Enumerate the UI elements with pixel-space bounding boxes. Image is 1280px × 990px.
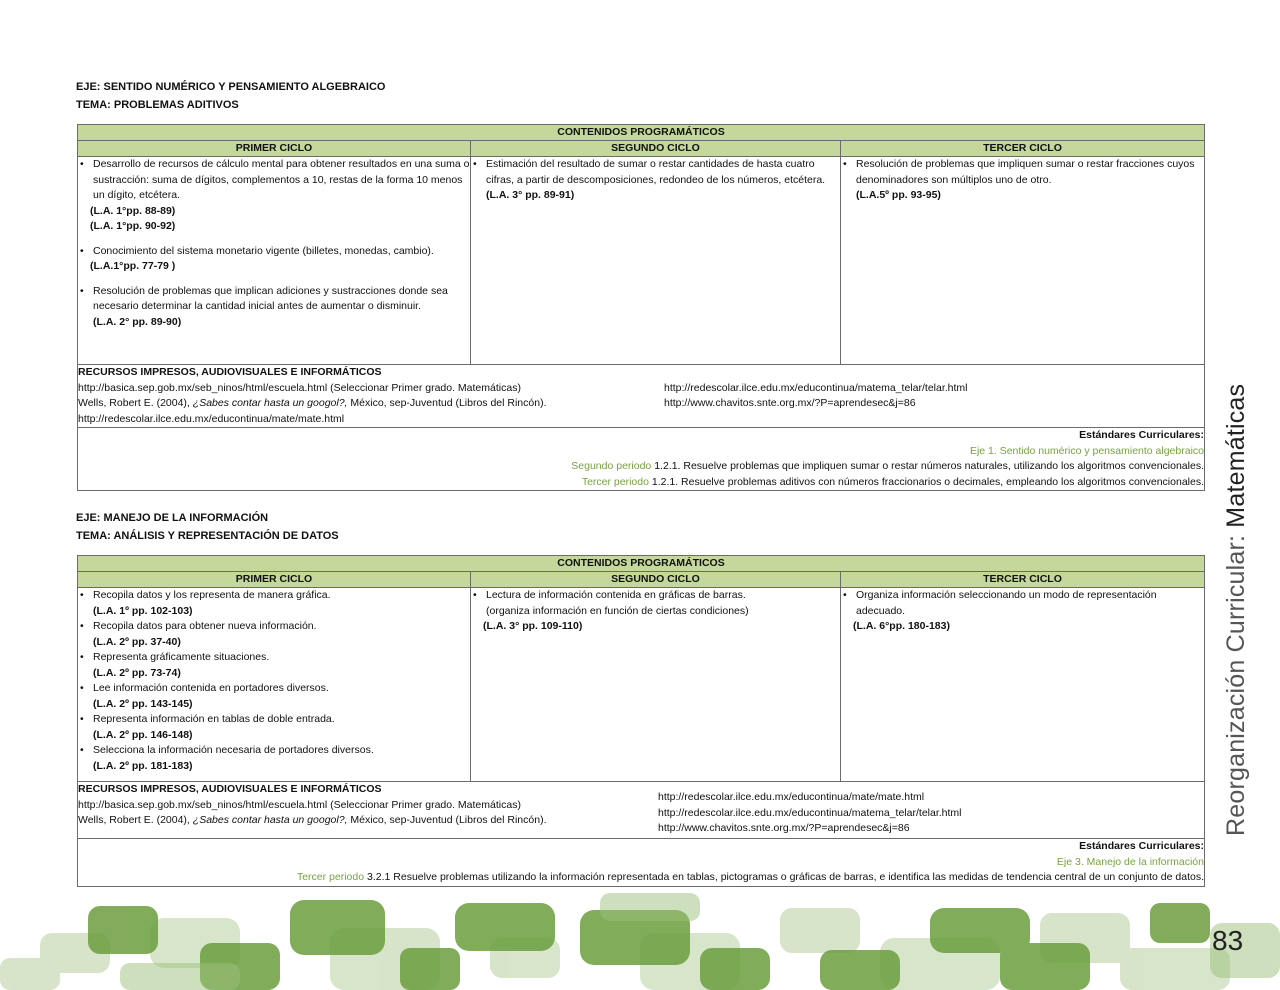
tercer-ciclo-cell	[841, 157, 1205, 365]
list-item: • Organiza información seleccionando un modo de representación adecuado.	[841, 588, 1204, 619]
list-item: • Recopila datos y los representa de manera gráfica.	[78, 588, 470, 604]
segundo-ciclo-cell	[471, 588, 841, 782]
reference: (L.A. 1°pp. 88-89)	[90, 204, 176, 217]
list-item: • Resolución de problemas que impliquen sumar o restar fracciones cuyos denominadores son múltiplos uno de otro.	[841, 157, 1204, 188]
col-header-primer: PRIMER CICLO	[78, 141, 471, 157]
list-item: • Resolución de problemas que implican adiciones y sustracciones donde sea necesario determinar la cantidad inicial antes de aumentar o disminuir.	[78, 284, 470, 315]
reference: (L.A. 2º pp. 143-145)	[93, 697, 193, 710]
list-item: • Desarrollo de recursos de cálculo mental para obtener resultados en una suma o sustracción: suma de dígitos, complementos a 10, restas de la forma 10 menos un dígito, etcétera.	[78, 157, 470, 204]
resource-link[interactable]: http://www.chavitos.snte.org.mx/?P=aprendesec&j=86	[658, 822, 910, 834]
list-item: • Representa gráficamente situaciones.	[78, 650, 470, 666]
resource-link[interactable]: http://redescolar.ilce.edu.mx/educontinua/mate/mate.html	[658, 791, 925, 803]
list-item: • Estimación del resultado de sumar o restar cantidades de hasta cuatro cifras, a partir de descomposiciones, redondeo de los números, etcétera.	[471, 157, 840, 188]
tema-heading: TEMA: ANÁLISIS Y REPRESENTACIÓN DE DATOS	[76, 530, 339, 542]
reference: (L.A. 2º pp. 73-74)	[93, 666, 181, 679]
recursos-cell	[78, 782, 1205, 839]
table-header: CONTENIDOS PROGRAMÁTICOS	[78, 556, 1205, 572]
resource-book: Wells, Robert E. (2004), ¿Sabes contar hasta un googol?, México, sep-Juventud (Libros del Rincón).	[78, 397, 547, 409]
primer-ciclo-cell	[78, 157, 471, 365]
reference: (L.A.1°pp. 77-79 )	[90, 260, 176, 272]
segundo-ciclo-cell	[471, 157, 841, 365]
primer-ciclo-cell	[78, 588, 471, 782]
estandares-title: Estándares Curriculares:	[1079, 840, 1204, 852]
resource-link[interactable]: http://www.chavitos.snte.org.mx/?P=aprendesec&j=86	[664, 397, 916, 409]
tema-heading: TEMA: PROBLEMAS ADITIVOS	[76, 99, 239, 111]
list-item: • Selecciona la información necesaria de portadores diversos.	[78, 743, 470, 759]
estandar-item: Tercer periodo 1.2.1. Resuelve problemas aditivos con números fraccionarios o decimales, empleando los algoritmos convencionales.	[581, 475, 1204, 488]
recursos-title: RECURSOS IMPRESOS, AUDIOVISUALES E INFORMÁTICOS	[78, 783, 382, 795]
decorative-footer-pattern	[0, 888, 1280, 990]
list-item: • Representa información en tablas de doble entrada.	[78, 712, 470, 728]
resource-link[interactable]: http://redescolar.ilce.edu.mx/educontinua/matema_telar/telar.html	[664, 381, 968, 394]
resource-link[interactable]: http://basica.sep.gob.mx/seb_ninos/html/escuela.html (Seleccionar Primer grado. Matemáticas)	[78, 381, 521, 394]
col-header-primer: PRIMER CICLO	[78, 572, 471, 588]
page-number: 83	[1212, 925, 1244, 956]
contenidos-table	[77, 124, 1205, 491]
estandar-item: Segundo periodo 1.2.1. Resuelve problemas que impliquen sumar o restar números naturales, utilizando los algoritmos convencionales.	[571, 460, 1204, 472]
reference: (L.A. 1º pp. 102-103)	[93, 604, 193, 617]
reference: (L.A.5º pp. 93-95)	[856, 189, 941, 201]
list-item: • Recopila datos para obtener nueva información.	[78, 619, 470, 635]
estandares-eje: Eje 1. Sentido numérico y pensamiento algebraico	[969, 444, 1204, 457]
recursos-cell	[78, 365, 1205, 428]
estandares-cell	[78, 839, 1205, 887]
resource-link[interactable]: http://basica.sep.gob.mx/seb_ninos/html/escuela.html (Seleccionar Primer grado. Matemáticas)	[78, 798, 521, 811]
resource-link[interactable]: http://redescolar.ilce.edu.mx/educontinua/matema_telar/telar.html	[658, 806, 962, 819]
list-item: • Lectura de información contenida en gráficas de barras.	[471, 588, 840, 604]
list-item-note: (organiza información en función de ciertas condiciones)	[486, 604, 749, 617]
eje-heading: EJE: SENTIDO NUMÉRICO Y PENSAMIENTO ALGEBRAICO	[76, 81, 386, 93]
reference: (L.A. 2º pp. 37-40)	[93, 635, 181, 648]
estandares-title: Estándares Curriculares:	[1079, 429, 1204, 441]
col-header-tercer: TERCER CICLO	[841, 572, 1205, 588]
recursos-title: RECURSOS IMPRESOS, AUDIOVISUALES E INFORMÁTICOS	[78, 366, 382, 378]
resource-book: Wells, Robert E. (2004), ¿Sabes contar hasta un googol?, México, sep-Juventud (Libros del Rincón).	[78, 814, 547, 826]
col-header-tercer: TERCER CICLO	[841, 141, 1205, 157]
sidebar-title: Reorganización Curricular: Matemáticas	[1222, 383, 1250, 836]
resource-link[interactable]: http://redescolar.ilce.edu.mx/educontinua/mate/mate.html	[78, 412, 345, 425]
col-header-segundo: SEGUNDO CICLO	[471, 141, 841, 157]
contenidos-table	[77, 555, 1205, 887]
reference: (L.A. 3° pp. 109-110)	[483, 620, 583, 632]
tercer-ciclo-cell	[841, 588, 1205, 782]
eje-heading: EJE: MANEJO DE LA INFORMACIÓN	[76, 512, 269, 524]
col-header-segundo: SEGUNDO CICLO	[471, 572, 841, 588]
estandar-item: Tercer periodo 3.2.1 Resuelve problemas utilizando la información representada en tablas, pictogramas o gráficas de barras, e identifica las medidas de tendencia central de un conjunto de datos.	[296, 871, 1204, 883]
list-item: • Conocimiento del sistema monetario vigente (billetes, monedas, cambio).	[78, 244, 470, 260]
list-item: • Lee información contenida en portadores diversos.	[78, 681, 470, 697]
reference: (L.A. 1°pp. 90-92)	[90, 220, 176, 232]
reference: (L.A. 3° pp. 89-91)	[486, 189, 575, 201]
table-header: CONTENIDOS PROGRAMÁTICOS	[78, 125, 1205, 141]
reference: (L.A. 6°pp. 180-183)	[853, 620, 950, 632]
estandares-cell	[78, 428, 1205, 491]
reference: (L.A. 2° pp. 89-90)	[93, 315, 182, 328]
reference: (L.A. 2º pp. 181-183)	[93, 759, 193, 772]
estandares-eje: Eje 3. Manejo de la información	[1056, 855, 1204, 868]
reference: (L.A. 2º pp. 146-148)	[93, 728, 193, 741]
